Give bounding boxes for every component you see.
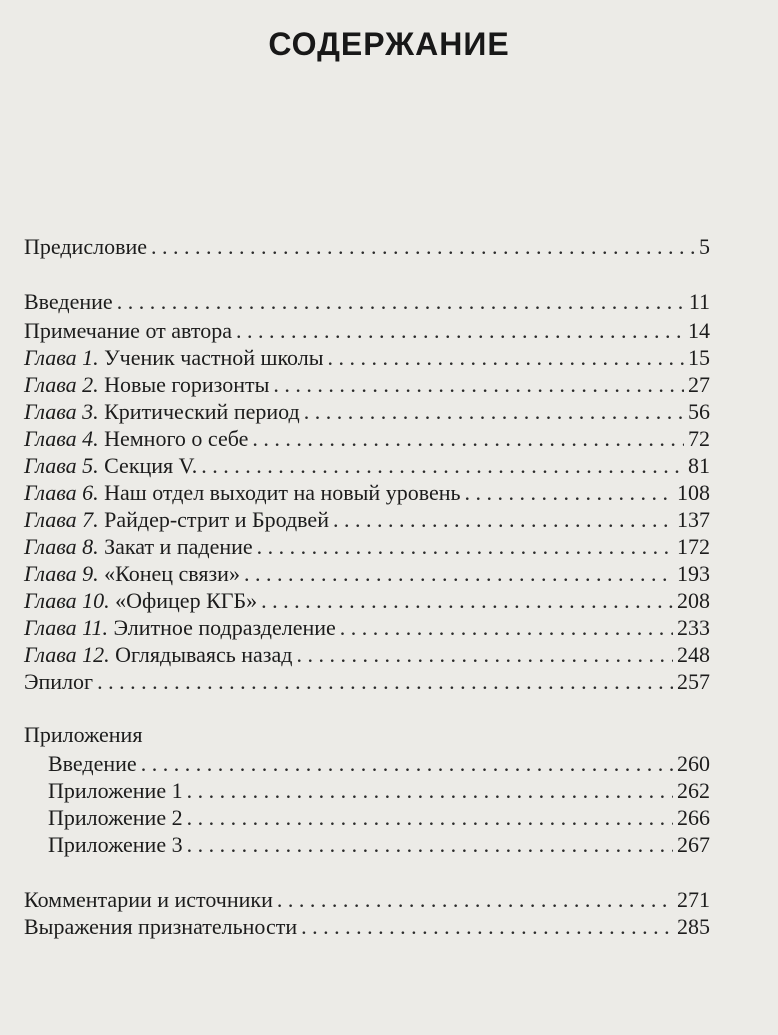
leader-dots (340, 615, 673, 641)
toc-entry-label: Эпилог (24, 669, 94, 694)
toc-entry-label: «Конец связи» (104, 561, 240, 586)
toc-entry-label: Ученик частной школы (104, 345, 324, 370)
toc-entry-label: Предисловие (24, 234, 147, 259)
toc-entry-label: Райдер-стрит и Бродвей (104, 507, 329, 532)
chapter-prefix: Глава 10. (24, 588, 110, 613)
toc-page-number: 233 (677, 615, 710, 640)
toc-page-number: 271 (677, 887, 710, 912)
chapter-prefix: Глава 12. (24, 642, 110, 667)
toc-entry-chapter-1 (24, 345, 710, 371)
leader-dots (141, 751, 673, 777)
leader-dots (236, 318, 684, 344)
leader-dots (252, 426, 684, 452)
leader-dots (187, 805, 673, 831)
toc-entry-chapter-2 (24, 372, 710, 398)
appendix-heading: Приложения (24, 722, 143, 747)
toc-entry-appendix-2 (48, 805, 710, 831)
leader-dots (257, 534, 673, 560)
toc-page-number: 248 (677, 642, 710, 667)
toc-entry-label: «Офицер КГБ» (115, 588, 258, 613)
leader-dots (97, 669, 673, 695)
toc-entry-epilogue (24, 669, 710, 695)
toc-entry-label: Примечание от автора (24, 318, 232, 343)
toc-page-number: 72 (688, 426, 710, 451)
chapter-prefix: Глава 7. (24, 507, 99, 532)
toc-entry-introduction (24, 289, 710, 315)
toc-entry-acknowledgements (24, 914, 710, 940)
toc-page-number: 257 (677, 669, 710, 694)
toc-page-number: 208 (677, 588, 710, 613)
toc-entry-label: Новые горизонты (104, 372, 270, 397)
toc-entry-label: Приложение 2 (48, 805, 183, 830)
toc-entry-author-note (24, 318, 710, 344)
chapter-prefix: Глава 3. (24, 399, 99, 424)
toc-entry-appendix-1 (48, 778, 710, 804)
leader-dots (328, 345, 685, 371)
toc-entry-chapter-8 (24, 534, 710, 560)
chapter-prefix: Глава 1. (24, 345, 99, 370)
toc-page-number: 262 (677, 778, 710, 803)
leader-dots (244, 561, 673, 587)
toc-page-number: 56 (688, 399, 710, 424)
toc-page-number: 285 (677, 914, 710, 939)
toc-entry-chapter-12 (24, 642, 710, 668)
leader-dots (151, 234, 695, 260)
toc-entry-label: Введение (48, 751, 137, 776)
leader-dots (187, 832, 673, 858)
toc-entry-label: Закат и падение (104, 534, 253, 559)
leader-dots (277, 887, 673, 913)
leader-dots (333, 507, 673, 533)
chapter-prefix: Глава 9. (24, 561, 99, 586)
toc-entry-chapter-4 (24, 426, 710, 452)
toc-page-number: 260 (677, 751, 710, 776)
toc-entry-label: Критический период (104, 399, 300, 424)
chapter-prefix: Глава 8. (24, 534, 99, 559)
toc-entry-label: Приложение 1 (48, 778, 183, 803)
chapter-prefix: Глава 5. (24, 453, 99, 478)
toc-entry-preface (24, 234, 710, 260)
toc-page-number: 172 (677, 534, 710, 559)
toc-entry-label: Наш отдел выходит на новый уровень (104, 480, 461, 505)
toc-entry-chapter-3 (24, 399, 710, 425)
leader-dots (187, 778, 673, 804)
page-title: СОДЕРЖАНИЕ (268, 26, 510, 62)
chapter-prefix: Глава 11. (24, 615, 108, 640)
toc-page-number: 267 (677, 832, 710, 857)
leader-dots (301, 914, 673, 940)
toc-page-number: 81 (688, 453, 710, 478)
leader-dots (304, 399, 684, 425)
toc-entry-label: Введение (24, 289, 113, 314)
toc-entry-appendix-3 (48, 832, 710, 858)
toc-page-number: 137 (677, 507, 710, 532)
toc-entry-chapter-9 (24, 561, 710, 587)
toc-entry-label: Элитное подразделение (113, 615, 336, 640)
toc-entry-commentary (24, 887, 710, 913)
toc-entry-chapter-10 (24, 588, 710, 614)
toc-page-number: 5 (699, 234, 710, 259)
toc-page-number: 15 (688, 345, 710, 370)
toc-page-number: 27 (688, 372, 710, 397)
leader-dots (296, 642, 673, 668)
toc-page-number: 108 (677, 480, 710, 505)
leader-dots (201, 453, 684, 479)
leader-dots (117, 289, 685, 315)
chapter-prefix: Глава 2. (24, 372, 99, 397)
toc-page-number: 14 (688, 318, 710, 343)
toc-entry-label: Немного о себе (104, 426, 249, 451)
leader-dots (465, 480, 673, 506)
toc-entry-label: Приложение 3 (48, 832, 183, 857)
toc-entry-label: Выражения признательности (24, 914, 298, 939)
leader-dots (273, 372, 684, 398)
toc-entry-chapter-7 (24, 507, 710, 533)
chapter-prefix: Глава 4. (24, 426, 99, 451)
toc-entry-label: Комментарии и источники (24, 887, 273, 912)
toc-entry-label: Оглядываясь назад (115, 642, 293, 667)
toc-page-number: 11 (688, 289, 710, 314)
toc-entry-chapter-5 (24, 453, 710, 479)
toc-entry-label: Секция V. (104, 453, 198, 478)
toc-page-number: 266 (677, 805, 710, 830)
toc-entry-chapter-11 (24, 615, 710, 641)
leader-dots (261, 588, 673, 614)
chapter-prefix: Глава 6. (24, 480, 99, 505)
toc-page-number: 193 (677, 561, 710, 586)
toc-entry-appendix-intro (48, 751, 710, 777)
toc-entry-chapter-6 (24, 480, 710, 506)
